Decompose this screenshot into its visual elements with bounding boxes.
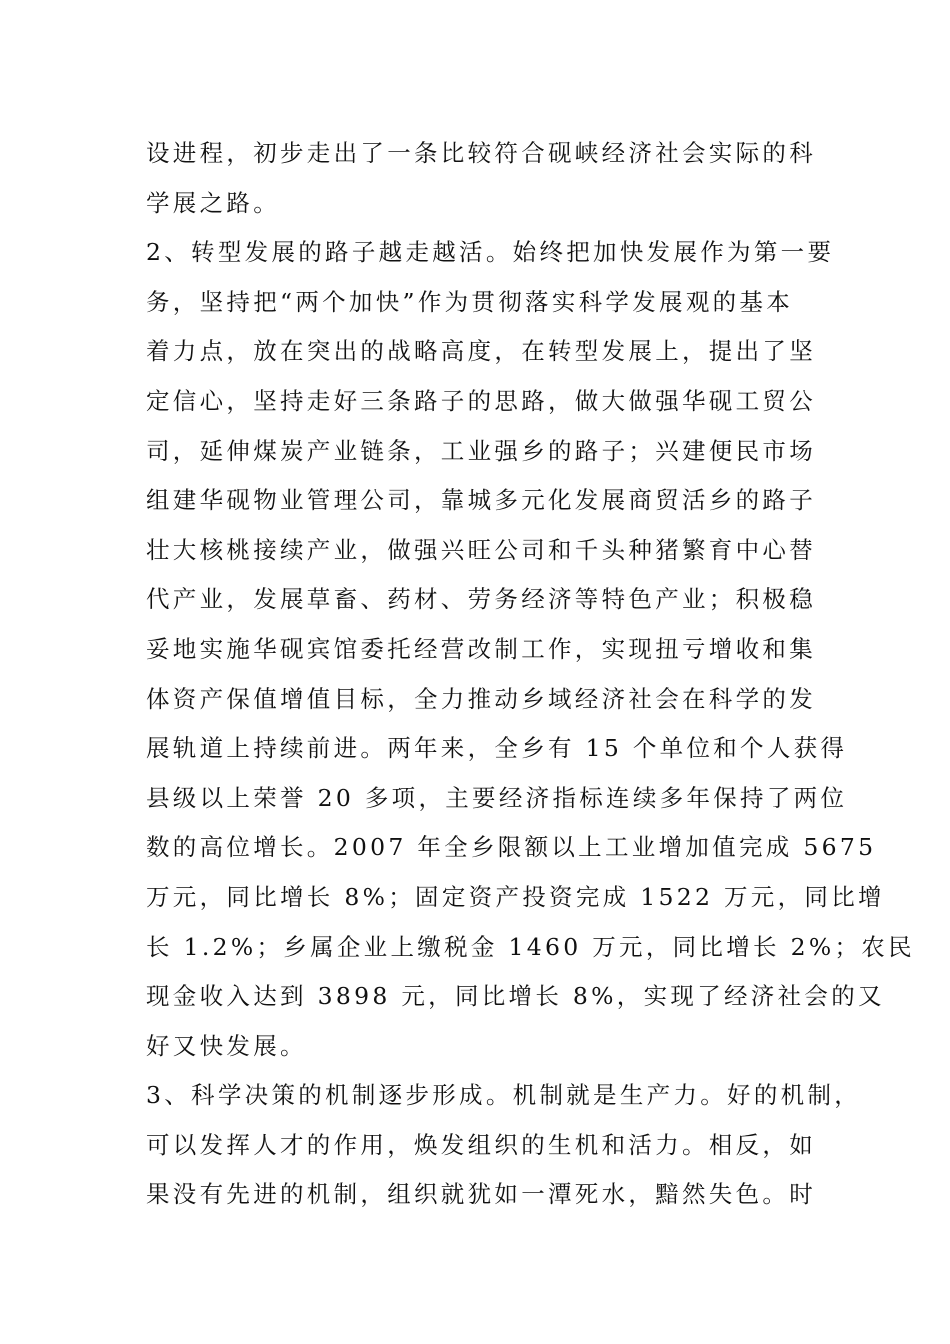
text-line: 着力点，放在突出的战略高度，在转型发展上，提出了坚: [146, 337, 816, 366]
text-line: 妥地实施华砚宾馆委托经营改制工作，实现扭亏增收和集: [146, 634, 816, 663]
text-line: 体资产保值增值目标，全力推动乡域经济社会在科学的发: [146, 684, 816, 713]
text-line: 展轨道上持续前进。两年来，全乡有 15 个单位和个人获得: [146, 734, 848, 763]
text-line: 长 1.2%；乡属企业上缴税金 1460 万元，同比增长 2%；农民: [146, 932, 915, 961]
text-line: 务，坚持把“两个加快”作为贯彻落实科学发展观的基本: [146, 287, 794, 316]
text-line: 万元，同比增长 8%；固定资产投资完成 1522 万元，同比增: [146, 882, 885, 911]
text-line: 学展之路。: [146, 188, 280, 217]
text-line: 好又快发展。: [146, 1031, 307, 1060]
text-line: 现金收入达到 3898 元，同比增长 8%，实现了经济社会的又: [146, 982, 885, 1011]
text-line: 数的高位增长。2007 年全乡限额以上工业增加值完成 5675: [146, 833, 877, 862]
text-line: 2、转型发展的路子越走越活。始终把加快发展作为第一要: [146, 238, 835, 267]
text-line: 定信心，坚持走好三条路子的思路，做大做强华砚工贸公: [146, 386, 816, 415]
text-line: 司，延伸煤炭产业链条，工业强乡的路子；兴建便民市场: [146, 436, 816, 465]
text-line: 代产业，发展草畜、药材、劳务经济等特色产业；积极稳: [146, 585, 816, 614]
text-line: 3、科学决策的机制逐步形成。机制就是生产力。好的机制，: [146, 1081, 862, 1110]
text-line: 县级以上荣誉 20 多项，主要经济指标连续多年保持了两位: [146, 783, 848, 812]
text-line: 组建华砚物业管理公司，靠城多元化发展商贸活乡的路子: [146, 486, 816, 515]
text-line: 设进程，初步走出了一条比较符合砚峡经济社会实际的科: [146, 139, 816, 167]
text-line: 果没有先进的机制，组织就犹如一潭死水，黯然失色。时: [146, 1180, 816, 1209]
text-line: 壮大核桃接续产业，做强兴旺公司和千头种猪繁育中心替: [146, 535, 816, 564]
body-text: [146, 129, 915, 1220]
text-line: 可以发挥人才的作用，焕发组织的生机和活力。相反，如: [146, 1130, 816, 1159]
